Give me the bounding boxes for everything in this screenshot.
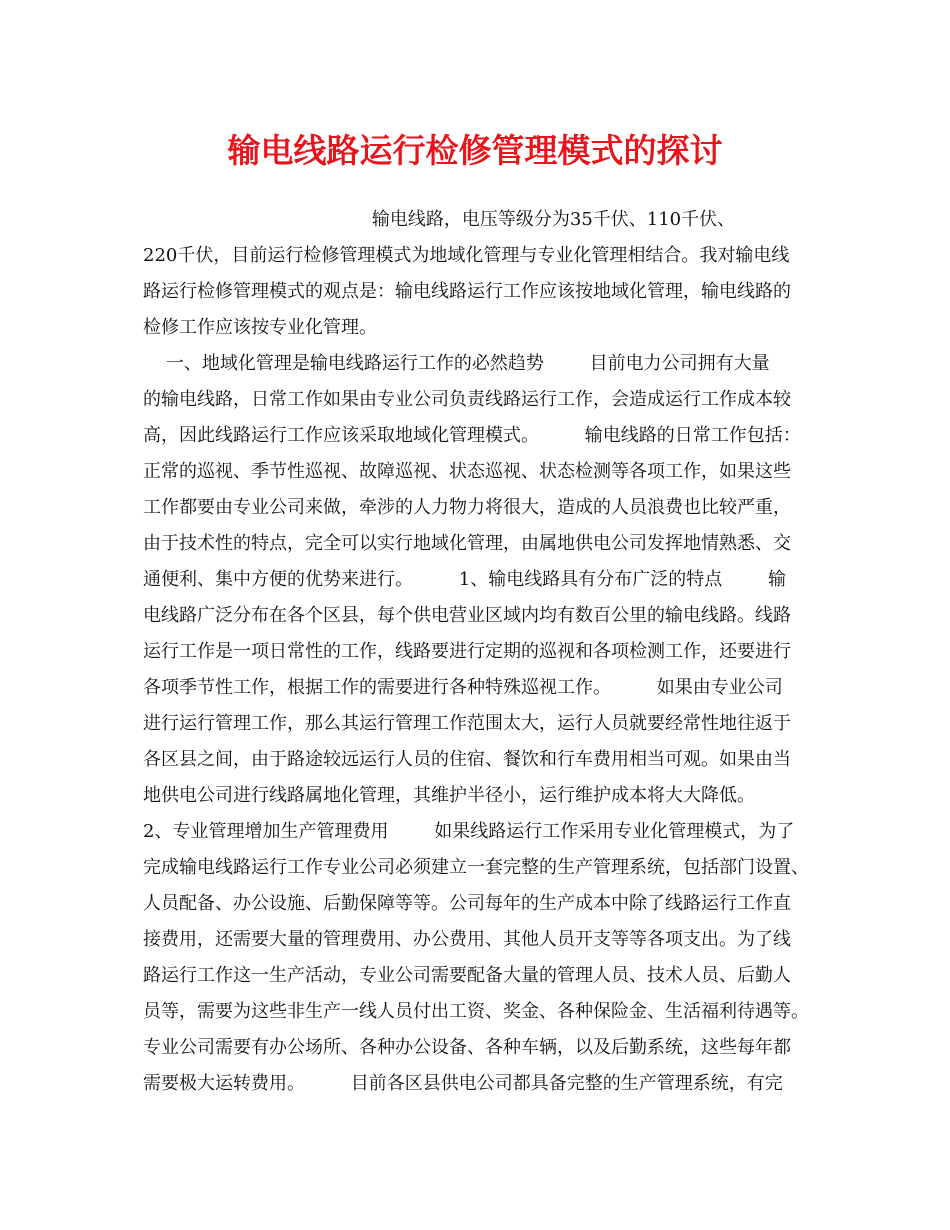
body-line: 专业公司需要有办公场所、各种办公设备、各种车辆，以及后勤系统，这些每年都 <box>143 1037 791 1058</box>
body-line: 检修工作应该按专业化管理。 <box>143 317 377 338</box>
body-line: 工作都要由专业公司来做，牵涉的人力物力将很大，造成的人员浪费也比较严重， <box>143 497 791 518</box>
body-line: 电线路广泛分布在各个区县，每个供电营业区域内均有数百公里的输电线路。线路 <box>143 605 791 626</box>
body-line: 路运行工作这一生产活动，专业公司需要配备大量的管理人员、技术人员、后勤人 <box>143 965 791 986</box>
body-line: 接费用，还需要大量的管理费用、办公费用、其他人员开支等等各项支出。为了线 <box>143 929 791 950</box>
body-line: 需要极大运转费用。 目前各区县供电公司都具备完整的生产管理系统，有完 <box>143 1073 783 1094</box>
body-line: 人员配备、办公设施、后勤保障等等。公司每年的生产成本中除了线路运行工作直 <box>143 893 791 914</box>
body-line: 各项季节性工作，根据工作的需要进行各种特殊巡视工作。 如果由专业公司 <box>143 677 783 698</box>
body-line: 路运行检修管理模式的观点是：输电线路运行工作应该按地域化管理，输电线路的 <box>143 281 791 302</box>
body-line: 完成输电线路运行工作专业公司必须建立一套完整的生产管理系统，包括部门设置、 <box>143 857 809 878</box>
body-line: 地供电公司进行线路属地化管理，其维护半径小，运行维护成本将大大降低。 <box>143 785 755 806</box>
body-line: 2、专业管理增加生产管理费用 如果线路运行工作采用专业化管理模式，为了 <box>143 821 795 842</box>
body-line: 各区县之间，由于路途较远运行人员的住宿、餐饮和行车费用相当可观。如果由当 <box>143 749 791 770</box>
body-line: 运行工作是一项日常性的工作，线路要进行定期的巡视和各项检测工作，还要进行 <box>143 641 791 662</box>
body-line: 高，因此线路运行工作应该采取地域化管理模式。 输电线路的日常工作包括： <box>143 425 801 446</box>
body-line: 由于技术性的特点，完全可以实行地域化管理，由属地供电公司发挥地情熟悉、交 <box>143 533 791 554</box>
document-title: 输电线路运行检修管理模式的探讨 <box>227 131 723 170</box>
body-line: 一、地域化管理是输电线路运行工作的必然趋势 目前电力公司拥有大量 <box>143 353 770 374</box>
body-line: 通便利、集中方便的优势来进行。 1、输电线路具有分布广泛的特点 输 <box>143 569 786 590</box>
body-line: 输电线路，电压等级分为35千伏、110千伏、 <box>143 209 736 230</box>
body-line: 220千伏，目前运行检修管理模式为地域化管理与专业化管理相结合。我对输电线 <box>143 245 790 266</box>
body-line: 的输电线路，日常工作如果由专业公司负责线路运行工作，会造成运行工作成本较 <box>143 389 791 410</box>
body-line: 员等，需要为这些非生产一线人员付出工资、奖金、各种保险金、生活福利待遇等。 <box>143 1001 809 1022</box>
body-line: 进行运行管理工作，那么其运行管理工作范围太大，运行人员就要经常性地往返于 <box>143 713 791 734</box>
body-line: 正常的巡视、季节性巡视、故障巡视、状态巡视、状态检测等各项工作，如果这些 <box>143 461 791 482</box>
